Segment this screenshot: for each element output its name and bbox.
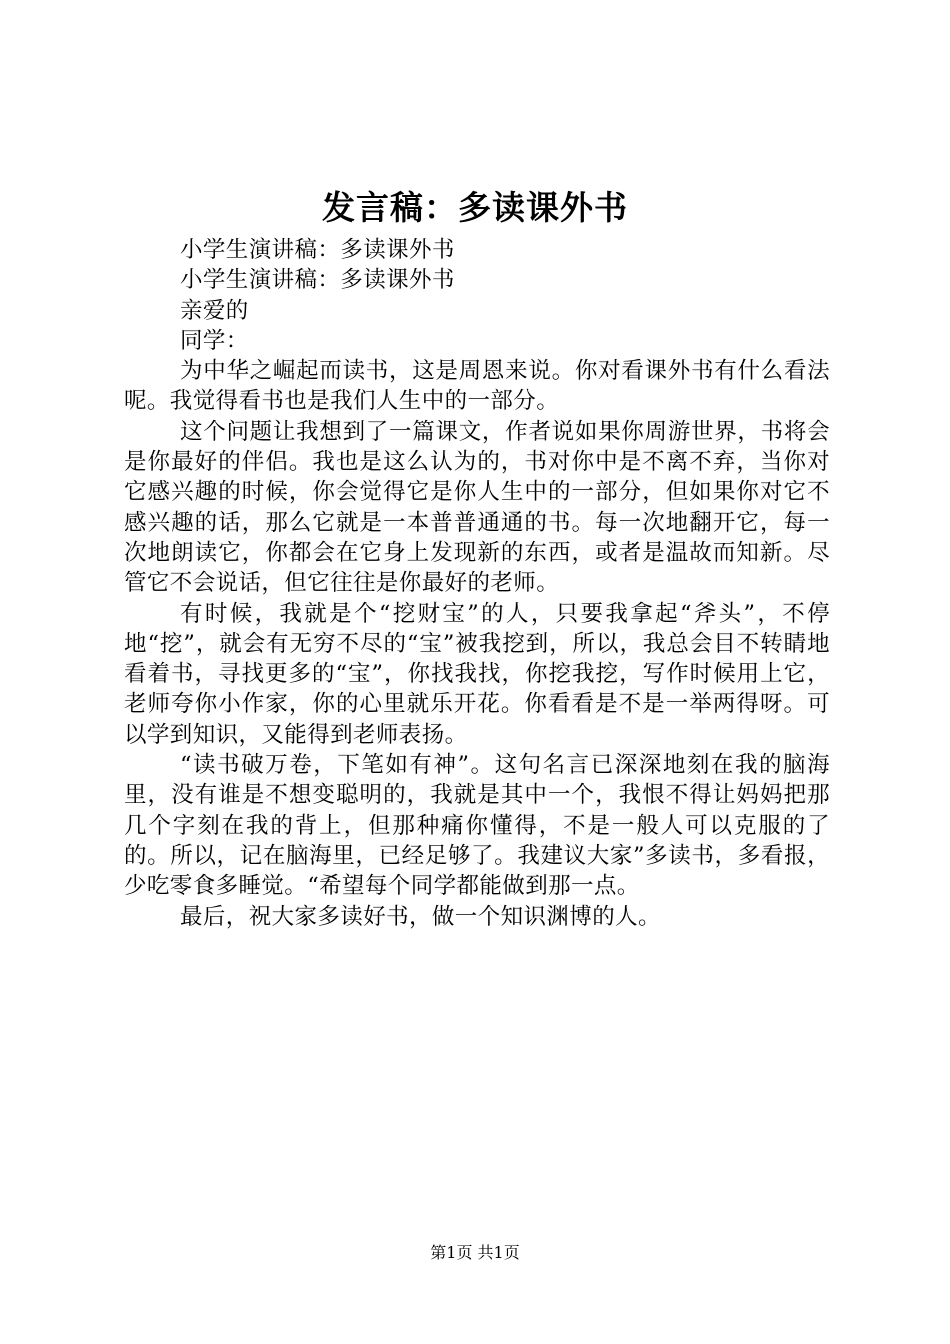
paragraph-2: 这个问题让我想到了一篇课文，作者说如果你周游世界，书将会是你最好的伴侣。我也是这么认为的，书对你中是不离不弃，当你对它感兴趣的时候，你会觉得它是你人生中的一部分，但如果你对它不感兴趣的话，那么它就是一本普普通通的书。每一次地翻开它，每一次地朗读它，你都会在它身上发现新的东西，或者是温故而知新。尽管它不会说话，但它往往是你最好的老师。 — [124, 418, 830, 597]
paragraph-3: 有时候，我就是个“挖财宝”的人，只要我拿起“斧头”，不停地“挖”，就会有无穷不尽的“宝”被我挖到，所以，我总会目不转睛地看着书，寻找更多的“宝”，你找我找，你挖我挖，写作时候用上它，老师夸你小作家，你的心里就乐开花。你看看是不是一举两得呀。可以学到知识，又能得到老师表扬。 — [124, 600, 830, 748]
paragraph-subtitle-1: 小学生演讲稿：多读课外书 — [180, 237, 455, 263]
paragraph-4: “读书破万卷，下笔如有神”。这句名言已深深地刻在我的脑海里，没有谁是不想变聪明的，我就是其中一个，我恨不得让妈妈把那几个字刻在我的背上，但那种痛你懂得，不是一般人可以克服的了的。所以，记在脑海里，已经足够了。我建议大家”多读书，多看报，少吃零食多睡觉。“希望每个同学都能做到那一点。 — [124, 752, 830, 900]
paragraph-greeting-1: 亲爱的 — [180, 297, 249, 324]
paragraph-1: 为中华之崛起而读书，这是周恩来说。你对看课外书有什么看法呢。我觉得看书也是我们人生中的一部分。 — [124, 358, 830, 415]
paragraph-5: 最后，祝大家多读好书，做一个知识渊博的人。 — [180, 903, 661, 930]
document-title: 发言稿：多读课外书 — [322, 188, 628, 227]
document-body — [124, 235, 830, 932]
paragraph-subtitle-2: 小学生演讲稿：多读课外书 — [180, 267, 455, 294]
page-footer: 第1页 共1页 — [430, 1243, 520, 1262]
paragraph-greeting-2: 同学： — [180, 327, 249, 354]
